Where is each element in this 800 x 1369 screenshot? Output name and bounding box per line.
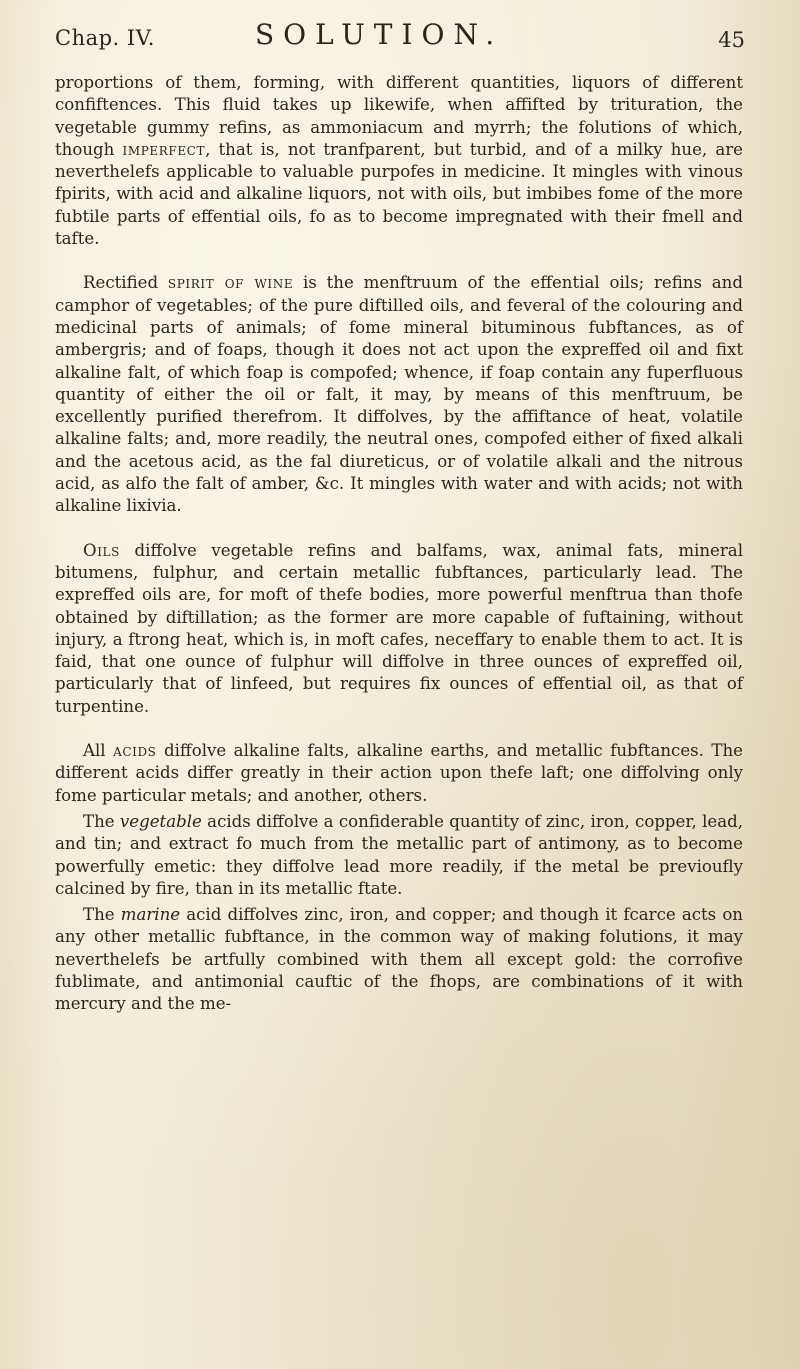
paragraph xyxy=(55,811,743,900)
paragraph xyxy=(55,72,743,250)
text-run: diffolve alkaline falts, alkaline earths, and metallic fubftances. The different acids differ greatly in their action upon thefe laft; one diffolving only fome particular metals; and another, others. xyxy=(55,741,743,805)
paragraph-gap xyxy=(55,518,743,540)
small-caps-run: Oils xyxy=(83,540,120,560)
paragraph-gap xyxy=(55,718,743,740)
text-run: Rectified xyxy=(83,273,168,293)
page-number: 45 xyxy=(718,28,745,52)
text-run: acid diffolves zinc, iron, and copper; and though it fcarce acts on any other metallic fubftance, in the common way of making folutions, it may neverthelefs be artfully combined with them all except gold: the corrofive fublimate, and antimonial cauftic of the fhops, are combinations of it with mercury and the me- xyxy=(55,905,743,1014)
small-caps-run: imperfect xyxy=(122,139,206,159)
italic-run: marine xyxy=(120,905,181,925)
text-run: proportions of them, forming, with different quantities, liquors of different confiftences. This fluid takes up likewife, when affifted by trituration, the vegetable gummy refins, as ammoniacum and myrrh; the folutions of which, though xyxy=(55,73,743,159)
paragraph xyxy=(55,740,743,807)
text-run: , that is, not tranfparent, but turbid, and of a milky hue, are neverthelefs applicable to valuable purpofes in medicine. It mingles with vinous fpirits, with acid and alkaline liquors, not with oils, but imbibes fome of the more fubtile parts of effential oils, fo as to become impregnated with their fmell and tafte. xyxy=(55,139,743,249)
small-caps-run: spirit of wine xyxy=(167,273,294,293)
text-run: diffolve vegetable refins and balfams, wax, animal fats, mineral bitumens, fulphur, and certain metallic fubftances, particularly lead. The expreffed oils are, for moft of thefe bodies, more powerful menftrua than thofe obtained by diftillation; as the former are more capable of fuftaining, without injury, a ftrong heat, which is, in moft cafes, neceffary to enable them to act. It is faid, that one ounce of fulphur will diffolve in three ounces of expreffed oil, particularly that of linfeed, but requires fix ounces of effential oil, as that of turpentine. xyxy=(55,540,743,716)
paragraph-gap xyxy=(55,250,743,272)
text-run: The xyxy=(83,905,121,925)
running-title: SOLUTION. xyxy=(255,18,504,51)
small-caps-run: acids xyxy=(113,741,157,761)
paragraph xyxy=(55,904,743,1015)
italic-run: vegetable xyxy=(119,811,202,831)
page-body xyxy=(55,72,743,1016)
running-header xyxy=(55,18,745,68)
chapter-label: Chap. IV. xyxy=(55,26,155,50)
text-run: is the menftruum of the effential oils; refins and camphor of vegetables; of the pure diftilled oils, and feveral of the colouring and medicinal parts of animals; of fome mineral bituminous fubftances, as of ambergris; and of foaps, though it does not act upon the expreffed oil and fixt alkaline falt, of which foap is compofed; whence, if foap contain any fuperfluous quantity of either the oil or falt, it may, by means of this menftruum, be excellently purified therefrom. It diffolves, by the affiftance of heat, volatile alkaline falts; and, more readily, the neutral ones, compofed either of fixed alkali and the acetous acid, as the fal diureticus, or of volatile alkali and the nitrous acid, as alfo the falt of amber, &c. It mingles with water and with acids; not with alkaline lixivia. xyxy=(55,273,743,516)
paragraph xyxy=(55,272,743,517)
text-run: The xyxy=(83,811,120,831)
text-run: All xyxy=(83,741,114,761)
paragraph xyxy=(55,540,743,718)
text-run: acids diffolve a confiderable quantity of zinc, iron, copper, lead, and tin; and extract fo much from the metallic part of antimony, as to become powerfully emetic: they diffolve lead more readily, if the metal be previoufly calcined by fire, than in its metallic ftate. xyxy=(55,811,743,898)
